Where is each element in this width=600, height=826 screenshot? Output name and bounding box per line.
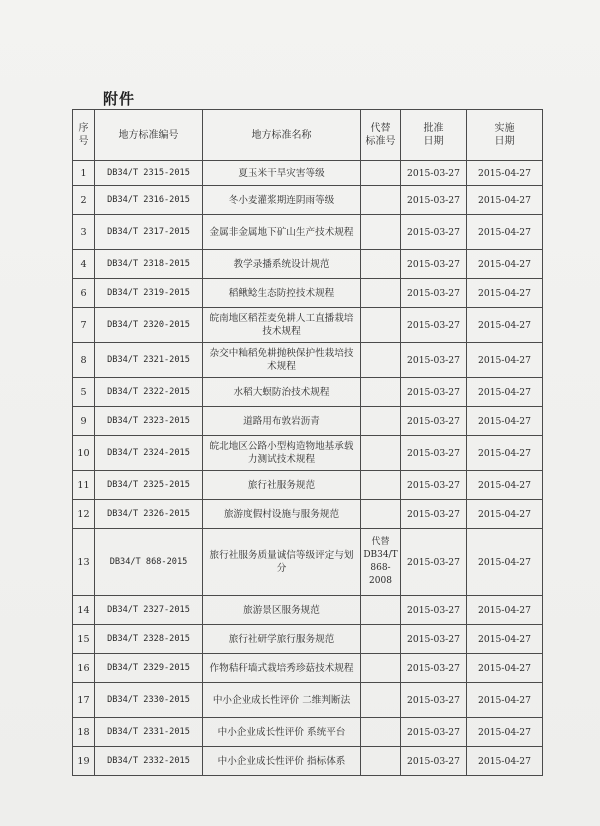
cell-no: 4 [73, 250, 95, 279]
table-row [73, 186, 543, 215]
cell-code: DB34/T 2332-2015 [95, 747, 203, 776]
cell-name: 教学录播系统设计规范 [203, 250, 361, 279]
cell-code: DB34/T 2318-2015 [95, 250, 203, 279]
cell-replace [361, 279, 401, 308]
cell-replace [361, 186, 401, 215]
cell-implement-date: 2015-04-27 [467, 718, 543, 747]
cell-replace [361, 250, 401, 279]
cell-implement-date: 2015-04-27 [467, 683, 543, 718]
cell-code: DB34/T 2321-2015 [95, 343, 203, 378]
cell-publish-date: 2015-03-27 [401, 654, 467, 683]
cell-publish-date: 2015-03-27 [401, 279, 467, 308]
cell-publish-date: 2015-03-27 [401, 436, 467, 471]
table-row [73, 250, 543, 279]
cell-replace [361, 308, 401, 343]
cell-replace: 代替DB34/T 868-2008 [361, 529, 401, 596]
cell-no: 8 [73, 343, 95, 378]
table-row [73, 500, 543, 529]
cell-implement-date: 2015-04-27 [467, 625, 543, 654]
cell-publish-date: 2015-03-27 [401, 215, 467, 250]
header-implement-date: 实施 日期 [467, 110, 543, 161]
cell-replace [361, 654, 401, 683]
table-row [73, 279, 543, 308]
cell-name: 杂交中籼稻免耕抛秧保护性栽培技术规程 [203, 343, 361, 378]
cell-implement-date: 2015-04-27 [467, 654, 543, 683]
cell-publish-date: 2015-03-27 [401, 186, 467, 215]
cell-name: 金属非金属地下矿山生产技术规程 [203, 215, 361, 250]
cell-code: DB34/T 2325-2015 [95, 471, 203, 500]
cell-replace [361, 747, 401, 776]
cell-replace [361, 625, 401, 654]
cell-code: DB34/T 2315-2015 [95, 161, 203, 186]
table-row [73, 343, 543, 378]
cell-name: 冬小麦灌浆期连阴雨等级 [203, 186, 361, 215]
cell-code: DB34/T 2324-2015 [95, 436, 203, 471]
table-header-row [73, 110, 543, 161]
cell-implement-date: 2015-04-27 [467, 747, 543, 776]
cell-implement-date: 2015-04-27 [467, 308, 543, 343]
cell-no: 17 [73, 683, 95, 718]
table-row [73, 436, 543, 471]
table-row [73, 161, 543, 186]
cell-code: DB34/T 868-2015 [95, 529, 203, 596]
table-row [73, 654, 543, 683]
cell-no: 6 [73, 279, 95, 308]
cell-code: DB34/T 2329-2015 [95, 654, 203, 683]
cell-publish-date: 2015-03-27 [401, 529, 467, 596]
header-publish-date: 批准 日期 [401, 110, 467, 161]
cell-code: DB34/T 2331-2015 [95, 718, 203, 747]
cell-publish-date: 2015-03-27 [401, 343, 467, 378]
cell-name: 道路用布敦岩沥青 [203, 407, 361, 436]
cell-code: DB34/T 2326-2015 [95, 500, 203, 529]
cell-publish-date: 2015-03-27 [401, 500, 467, 529]
cell-no: 9 [73, 407, 95, 436]
standards-table [72, 109, 543, 776]
table-body [73, 161, 543, 776]
table-row [73, 718, 543, 747]
cell-publish-date: 2015-03-27 [401, 378, 467, 407]
header-replace: 代替 标准号 [361, 110, 401, 161]
cell-no: 14 [73, 596, 95, 625]
table-row [73, 596, 543, 625]
cell-code: DB34/T 2316-2015 [95, 186, 203, 215]
cell-no: 16 [73, 654, 95, 683]
cell-implement-date: 2015-04-27 [467, 378, 543, 407]
header-code: 地方标准编号 [95, 110, 203, 161]
cell-no: 5 [73, 378, 95, 407]
cell-name: 作物秸秆墙式栽培秀珍菇技术规程 [203, 654, 361, 683]
cell-no: 2 [73, 186, 95, 215]
cell-publish-date: 2015-03-27 [401, 407, 467, 436]
cell-replace [361, 683, 401, 718]
table-row [73, 625, 543, 654]
cell-publish-date: 2015-03-27 [401, 596, 467, 625]
cell-name: 中小企业成长性评价 二维判断法 [203, 683, 361, 718]
cell-name: 水稻大螟防治技术规程 [203, 378, 361, 407]
cell-no: 19 [73, 747, 95, 776]
cell-publish-date: 2015-03-27 [401, 625, 467, 654]
attachment-heading: 附件 [103, 90, 136, 108]
cell-name: 皖南地区稻茬麦免耕人工直播栽培技术规程 [203, 308, 361, 343]
cell-no: 13 [73, 529, 95, 596]
cell-name: 夏玉米干旱灾害等级 [203, 161, 361, 186]
cell-no: 1 [73, 161, 95, 186]
table-row [73, 215, 543, 250]
cell-no: 15 [73, 625, 95, 654]
header-no: 序 号 [73, 110, 95, 161]
table-row [73, 529, 543, 596]
cell-implement-date: 2015-04-27 [467, 186, 543, 215]
cell-code: DB34/T 2323-2015 [95, 407, 203, 436]
cell-replace [361, 718, 401, 747]
cell-code: DB34/T 2328-2015 [95, 625, 203, 654]
table-row [73, 471, 543, 500]
cell-code: DB34/T 2327-2015 [95, 596, 203, 625]
cell-code: DB34/T 2319-2015 [95, 279, 203, 308]
cell-replace [361, 343, 401, 378]
cell-publish-date: 2015-03-27 [401, 471, 467, 500]
cell-implement-date: 2015-04-27 [467, 215, 543, 250]
cell-publish-date: 2015-03-27 [401, 308, 467, 343]
cell-publish-date: 2015-03-27 [401, 250, 467, 279]
cell-code: DB34/T 2317-2015 [95, 215, 203, 250]
cell-name: 旅游度假村设施与服务规范 [203, 500, 361, 529]
table-row [73, 747, 543, 776]
cell-no: 3 [73, 215, 95, 250]
cell-code: DB34/T 2330-2015 [95, 683, 203, 718]
cell-publish-date: 2015-03-27 [401, 683, 467, 718]
cell-name: 稻鳅鲶生态防控技术规程 [203, 279, 361, 308]
cell-name: 皖北地区公路小型构造物地基承载力测试技术规程 [203, 436, 361, 471]
cell-publish-date: 2015-03-27 [401, 718, 467, 747]
cell-no: 10 [73, 436, 95, 471]
table-row [73, 407, 543, 436]
cell-no: 7 [73, 308, 95, 343]
cell-implement-date: 2015-04-27 [467, 471, 543, 500]
cell-name: 中小企业成长性评价 指标体系 [203, 747, 361, 776]
cell-implement-date: 2015-04-27 [467, 529, 543, 596]
cell-code: DB34/T 2320-2015 [95, 308, 203, 343]
header-name: 地方标准名称 [203, 110, 361, 161]
cell-replace [361, 161, 401, 186]
cell-implement-date: 2015-04-27 [467, 250, 543, 279]
cell-name: 旅游景区服务规范 [203, 596, 361, 625]
cell-name: 旅行社服务质量诚信等级评定与划分 [203, 529, 361, 596]
cell-replace [361, 378, 401, 407]
cell-implement-date: 2015-04-27 [467, 279, 543, 308]
cell-implement-date: 2015-04-27 [467, 161, 543, 186]
cell-replace [361, 436, 401, 471]
cell-replace [361, 596, 401, 625]
cell-no: 18 [73, 718, 95, 747]
cell-publish-date: 2015-03-27 [401, 747, 467, 776]
table-row [73, 683, 543, 718]
cell-no: 11 [73, 471, 95, 500]
cell-code: DB34/T 2322-2015 [95, 378, 203, 407]
cell-implement-date: 2015-04-27 [467, 407, 543, 436]
cell-implement-date: 2015-04-27 [467, 436, 543, 471]
table-row [73, 378, 543, 407]
cell-implement-date: 2015-04-27 [467, 596, 543, 625]
cell-name: 旅行社服务规范 [203, 471, 361, 500]
cell-implement-date: 2015-04-27 [467, 500, 543, 529]
cell-implement-date: 2015-04-27 [467, 343, 543, 378]
cell-publish-date: 2015-03-27 [401, 161, 467, 186]
cell-replace [361, 471, 401, 500]
cell-replace [361, 407, 401, 436]
table-row [73, 308, 543, 343]
cell-no: 12 [73, 500, 95, 529]
cell-name: 中小企业成长性评价 系统平台 [203, 718, 361, 747]
cell-replace [361, 215, 401, 250]
cell-replace [361, 500, 401, 529]
cell-name: 旅行社研学旅行服务规范 [203, 625, 361, 654]
